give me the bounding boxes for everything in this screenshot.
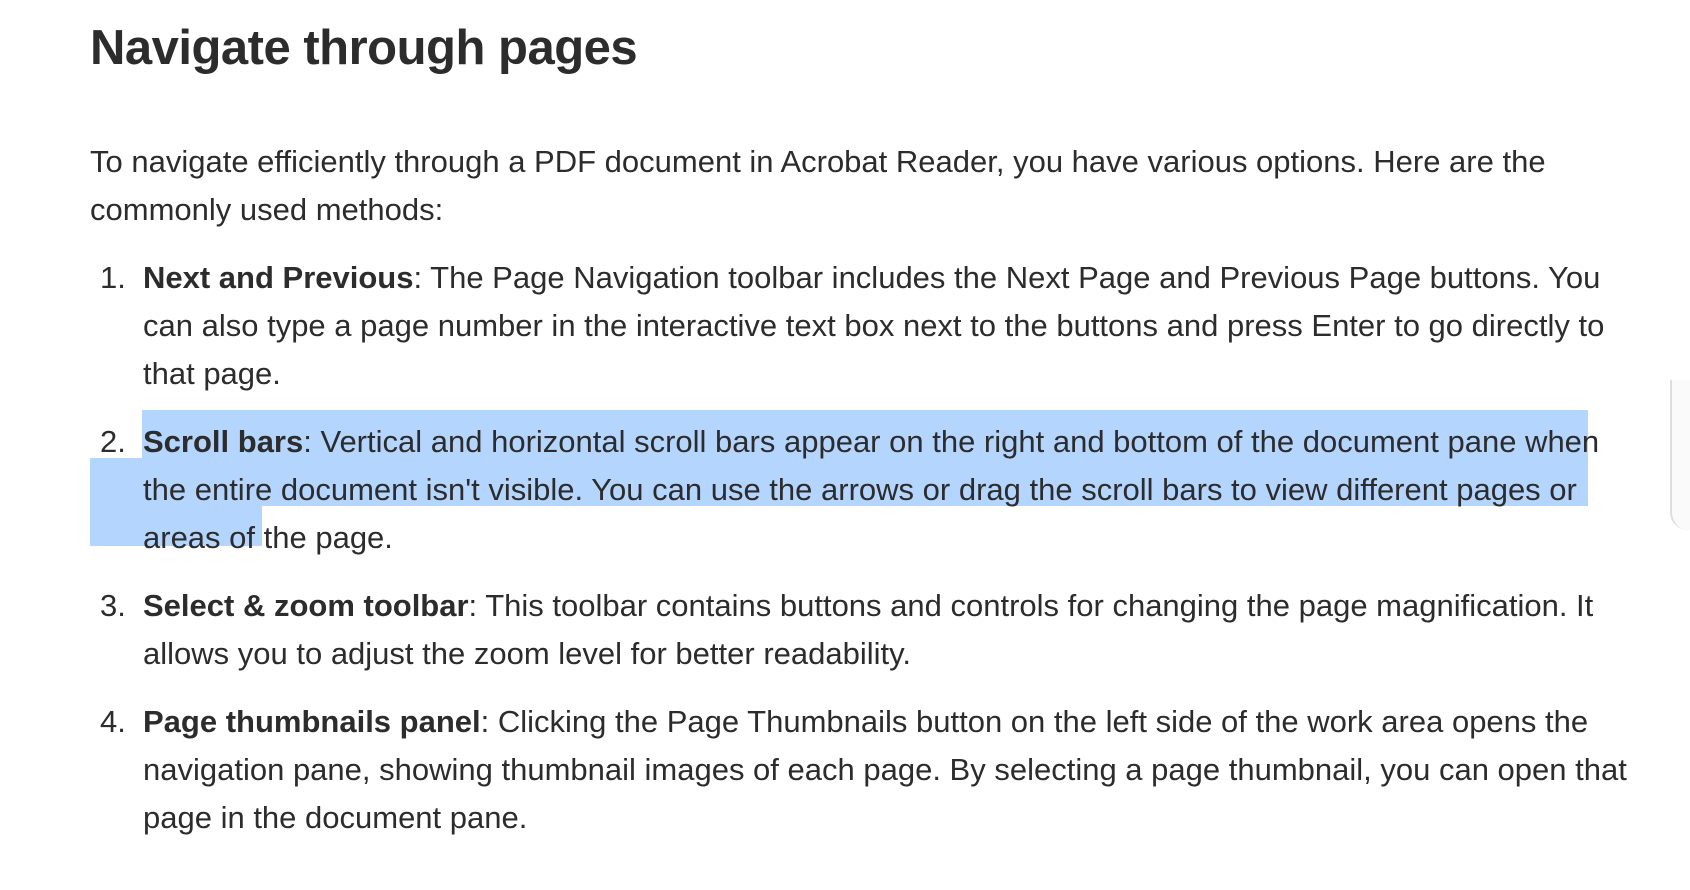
list-item[interactable] bbox=[90, 582, 1643, 678]
method-term: Select & zoom toolbar bbox=[143, 588, 469, 623]
intro-paragraph[interactable]: To navigate efficiently through a PDF document in Acrobat Reader, you have various options. Here are the commonly used methods: bbox=[90, 144, 1546, 227]
list-item-selected[interactable] bbox=[90, 418, 1643, 562]
article-content bbox=[90, 0, 1627, 862]
list-number: 1. bbox=[100, 260, 126, 295]
method-description: : This toolbar contains buttons and controls for changing the page magnification. It allows you to adjust the zoom level for better readability. bbox=[143, 588, 1594, 671]
method-description: : The Page Navigation toolbar includes the Next Page and Previous Page buttons. You can also type a page number in the interactive text box next to the buttons and press Enter to go directly to that page. bbox=[143, 260, 1605, 391]
method-description: : Vertical and horizontal scroll bars appear on the right and bottom of the document pane when the entire document isn't visible. You can use the arrows or drag the scroll bars to view different pages or areas of the page. bbox=[143, 424, 1600, 555]
list-item[interactable] bbox=[90, 254, 1643, 398]
list-number: 4. bbox=[100, 704, 126, 739]
list-number: 3. bbox=[100, 588, 126, 623]
method-term: Next and Previous bbox=[143, 260, 414, 295]
list-item[interactable] bbox=[90, 698, 1643, 842]
side-panel-edge[interactable] bbox=[1670, 380, 1690, 530]
method-term: Scroll bars bbox=[143, 424, 304, 459]
navigation-methods-list bbox=[90, 254, 1627, 842]
method-description: : Clicking the Page Thumbnails button on the left side of the work area opens the navigation pane, showing thumbnail images of each page. By selecting a page thumbnail, you can open that page in the document pane. bbox=[143, 704, 1627, 835]
list-number: 2. bbox=[100, 424, 126, 459]
page-title: Navigate through pages bbox=[90, 21, 638, 75]
method-term: Page thumbnails panel bbox=[143, 704, 481, 739]
